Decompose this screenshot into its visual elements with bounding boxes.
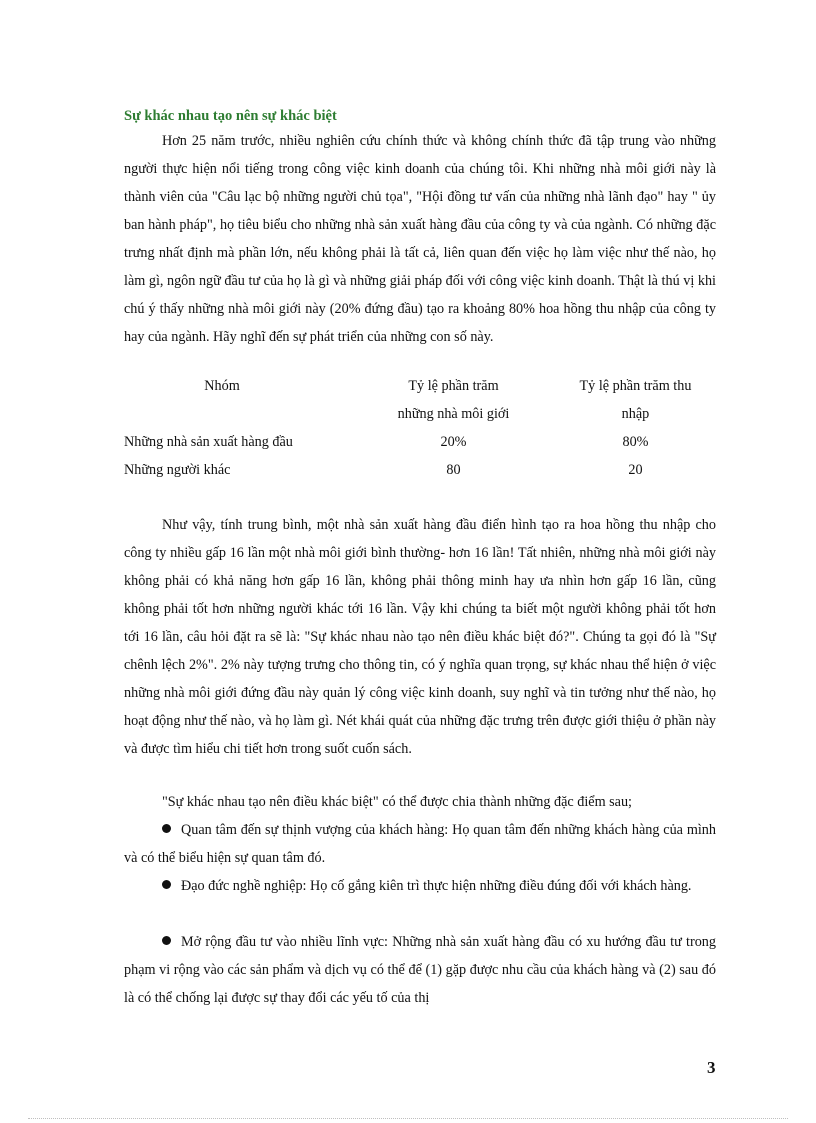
header-income-pct-line2: nhập bbox=[621, 405, 650, 422]
analysis-paragraph: Như vậy, tính trung bình, một nhà sản xuất hàng đầu điển hình tạo ra hoa hồng thu nhập cho công ty nhiều gấp 16 lần một nhà môi giới bình thường- hơn 16 lần! Tất nhiên, những nhà môi giới này không phải có khả năng hơn gấp 16 lần, không phải thông minh hay ưa nhìn hơn gấp 16 lần, cũng không phải tốt hơn những người khác tới 16 lần. Vậy khi chúng ta biết một người không phải tốt hơn tới 16 lần, câu hỏi đặt ra sẽ là: "Sự khác nhau nào tạo nên điều khác biệt đó?". Chúng ta gọi đó là "Sự chênh lệch 2%". 2% này tượng trưng cho thông tin, có ý nghĩa quan trọng, sự khác nhau thể hiện ở việc những nhà môi giới đứng đầu này quản lý công việc kinh doanh, suy nghĩ và tin tưởng như thế nào, họ hoạt động như thế nào, và họ làm gì. Nét khái quát của những đặc trưng trên được giới thiệu ở phần này và được tìm hiểu chi tiết hơn trong suốt cuốn sách. bbox=[124, 517, 716, 757]
table-header-row-continued bbox=[124, 400, 724, 428]
list-item bbox=[124, 928, 716, 1012]
intro-paragraph: Hơn 25 năm trước, nhiều nghiên cứu chính thức và không chính thức đã tập trung vào những người thực hiện nổi tiếng trong công việc kinh doanh của chúng tôi. Khi những nhà môi giới này là thành viên của "Câu lạc bộ những người chủ tọa", "Hội đồng tư vấn của những nhà lãnh đạo" hay " ủy ban hành pháp", họ tiêu biểu cho những nhà sản xuất hàng đầu của công ty và của ngành. Có những đặc trưng nhất định mà phần lớn, nếu không phải là tất cả, liên quan đến việc họ làm việc như thế nào, họ làm gì, ngôn ngữ đầu tư của họ là gì và những giải pháp đối với công việc kinh doanh. Thật là thú vị khi chú ý thấy những nhà môi giới này (20% đứng đầu) tạo ra khoảng 80% hoa hồng thu nhập của công ty hay của ngành. Hãy nghĩ đến sự phát triển của những con số này. bbox=[124, 133, 716, 345]
header-broker-pct-line2: những nhà môi giới bbox=[397, 405, 510, 422]
broker-stats-table bbox=[124, 372, 724, 484]
table-row bbox=[124, 428, 724, 456]
row-income-pct: 20 bbox=[628, 461, 643, 478]
header-group: Nhóm bbox=[204, 377, 240, 394]
header-broker-pct-line1: Tỷ lệ phần trăm bbox=[408, 377, 499, 394]
bullet-icon bbox=[162, 880, 171, 889]
row-group: Những người khác bbox=[124, 461, 231, 478]
row-income-pct: 80% bbox=[622, 433, 649, 450]
list-item bbox=[124, 872, 716, 900]
page-number: 3 bbox=[707, 1058, 716, 1077]
list-item-text: Mở rộng đầu tư vào nhiều lĩnh vực: Những nhà sản xuất hàng đầu có xu hướng đầu tư trong phạm vi rộng vào các sản phẩm và dịch vụ có thể để (1) gặp được nhu cầu của khách hàng và (2) sau đó là có thể chống lại được sự thay đổi các yếu tố của thị bbox=[124, 934, 716, 1006]
section-heading: Sự khác nhau tạo nên sự khác biệt bbox=[124, 108, 337, 124]
footer-divider bbox=[28, 1118, 788, 1119]
bullet-icon bbox=[162, 936, 171, 945]
row-broker-pct: 80 bbox=[446, 461, 461, 478]
list-item bbox=[124, 816, 716, 872]
list-item-text: Quan tâm đến sự thịnh vượng của khách hàng: Họ quan tâm đến những khách hàng của mình và có thể biểu hiện sự quan tâm đó. bbox=[124, 822, 716, 866]
header-income-pct-line1: Tỷ lệ phần trăm thu bbox=[579, 377, 692, 394]
table-row bbox=[124, 456, 724, 484]
list-item-text: Đạo đức nghề nghiệp: Họ cố gắng kiên trì thực hiện những điều đúng đối với khách hàng. bbox=[181, 878, 692, 894]
bullet-icon bbox=[162, 824, 171, 833]
list-intro-paragraph: "Sự khác nhau tạo nên điều khác biệt" có thể được chia thành những đặc điểm sau; bbox=[162, 794, 633, 810]
row-group: Những nhà sản xuất hàng đầu bbox=[124, 433, 293, 450]
row-broker-pct: 20% bbox=[440, 433, 467, 450]
table-header-row bbox=[124, 372, 724, 400]
